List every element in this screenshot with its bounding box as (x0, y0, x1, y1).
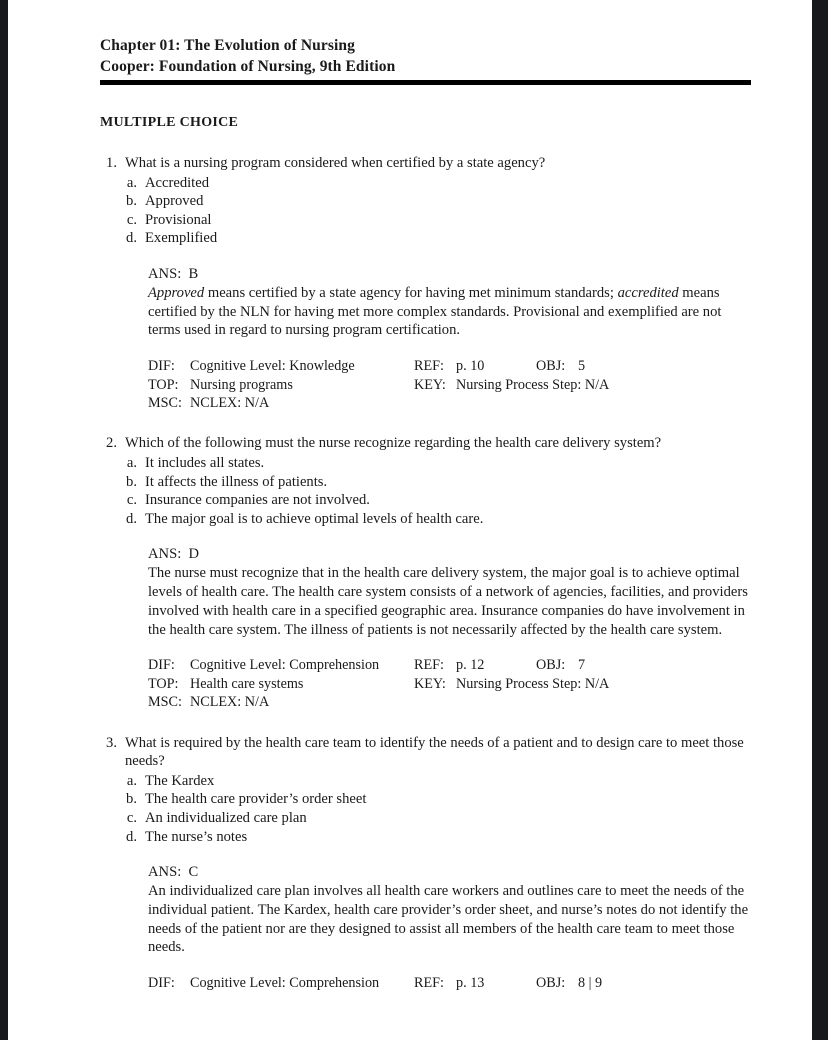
metadata-ref (414, 974, 536, 992)
answer-option[interactable] (100, 473, 760, 492)
answer-block (148, 863, 750, 957)
question-block (100, 734, 760, 993)
rationale-text: Approved means certified by a state agency for having met minimum standards; accredited means certified by the NLN for having met more complex standards. Provisional and exemplified are not terms used in regard to nursing program certification. (148, 284, 722, 339)
answer-option[interactable] (100, 211, 760, 230)
metadata-msc-value: NCLEX: N/A (190, 694, 270, 711)
answer-option[interactable] (100, 229, 760, 248)
question-stem (100, 154, 760, 173)
option-letter: b. (126, 791, 137, 808)
option-letter: d. (126, 828, 137, 845)
option-letter: a. (126, 772, 137, 789)
option-letter: a. (126, 174, 137, 191)
answer-option[interactable] (100, 790, 760, 809)
metadata-ref-value: p. 13 (456, 975, 485, 992)
answer-option[interactable] (100, 772, 760, 791)
metadata-row (148, 693, 760, 711)
option-text: Exemplified (145, 230, 218, 247)
question-number: 3. (106, 734, 117, 751)
option-letter: c. (126, 211, 137, 228)
questions-list (100, 154, 760, 993)
answer-option[interactable] (100, 491, 760, 510)
answer-label: ANS: C (148, 864, 199, 881)
answer-option[interactable] (100, 809, 760, 828)
question-text: Which of the following must the nurse recognize regarding the health care delivery system? (125, 435, 662, 452)
option-text: It includes all states. (145, 454, 265, 471)
question-metadata (148, 974, 760, 992)
header-divider-rule (100, 80, 751, 85)
metadata-top (148, 376, 414, 394)
question-text: What is required by the health care team to identify the needs of a patient and to design care to meet those needs? (125, 734, 744, 770)
document-content (100, 36, 760, 993)
left-page-edge-band (0, 0, 8, 1040)
metadata-ref (414, 656, 536, 674)
answer-option[interactable] (100, 454, 760, 473)
metadata-dif (148, 656, 414, 674)
metadata-obj (536, 974, 602, 992)
answer-option[interactable] (100, 192, 760, 211)
option-letter: a. (126, 454, 137, 471)
metadata-top-key: TOP: (148, 376, 179, 393)
option-text: Insurance companies are not involved. (145, 492, 370, 509)
answer-block (148, 545, 750, 639)
metadata-key (414, 675, 609, 693)
option-text: The major goal is to achieve optimal levels of health care. (145, 510, 484, 527)
metadata-obj (536, 656, 585, 674)
answer-option[interactable] (100, 828, 760, 847)
question-block (100, 434, 760, 711)
option-text: The Kardex (145, 772, 215, 789)
metadata-obj-key: OBJ: (536, 657, 566, 674)
metadata-dif (148, 974, 414, 992)
metadata-dif (148, 357, 414, 375)
metadata-ref (414, 357, 536, 375)
answer-options (100, 772, 760, 846)
metadata-top (148, 675, 414, 693)
metadata-msc (148, 693, 269, 711)
right-page-edge-band (812, 0, 828, 1040)
metadata-dif-value: Cognitive Level: Comprehension (190, 975, 380, 992)
metadata-top-value: Health care systems (190, 675, 304, 692)
question-number: 1. (106, 155, 117, 171)
question-stem (100, 434, 760, 453)
answer-options (100, 174, 760, 248)
metadata-key-key: KEY: (414, 376, 446, 393)
document-page (8, 0, 812, 1040)
question-metadata (148, 357, 760, 412)
metadata-msc-value: NCLEX: N/A (190, 394, 270, 411)
question-stem (100, 734, 760, 771)
metadata-ref-value: p. 12 (456, 657, 485, 674)
metadata-top-value: Nursing programs (190, 376, 293, 393)
option-text: The health care provider’s order sheet (145, 791, 367, 808)
option-text: It affects the illness of patients. (145, 473, 328, 490)
question-text: What is a nursing program considered when certified by a state agency? (125, 155, 546, 171)
metadata-obj-value: 5 (578, 358, 586, 375)
rationale-text: The nurse must recognize that in the health care delivery system, the major goal is to achieve optimal levels of health care. The health care system consists of a network of agencies, facilities, and providers involved with health care in a specified geographic area. Insurance companies do have involvement in the health care system. The illness of patients is not necessarily affected by the health care system. (148, 565, 748, 638)
metadata-dif-key: DIF: (148, 358, 175, 375)
metadata-row (148, 675, 760, 693)
metadata-key-key: KEY: (414, 675, 446, 692)
answer-option[interactable] (100, 174, 760, 193)
option-text: Accredited (145, 174, 210, 191)
option-letter: d. (126, 510, 137, 527)
answer-label: ANS: D (148, 546, 200, 563)
metadata-ref-key: REF: (414, 657, 444, 674)
metadata-obj (536, 357, 585, 375)
option-letter: b. (126, 193, 137, 210)
metadata-ref-value: p. 10 (456, 358, 485, 375)
option-text: Provisional (145, 211, 212, 228)
metadata-top-key: TOP: (148, 675, 179, 692)
option-text: The nurse’s notes (145, 828, 248, 845)
answer-options (100, 454, 760, 528)
metadata-row (148, 357, 760, 375)
question-block (100, 154, 760, 412)
option-letter: d. (126, 230, 137, 247)
option-letter: c. (126, 492, 137, 509)
answer-label: ANS: B (148, 265, 199, 282)
metadata-dif-key: DIF: (148, 657, 175, 674)
metadata-obj-value: 8 | 9 (578, 975, 603, 992)
metadata-ref-key: REF: (414, 975, 444, 992)
metadata-dif-value: Cognitive Level: Knowledge (190, 358, 355, 375)
header-chapter-title: Chapter 01: The Evolution of Nursing (100, 37, 355, 54)
answer-block (148, 265, 750, 340)
metadata-row (148, 394, 760, 412)
metadata-key (414, 376, 609, 394)
document-header (100, 36, 760, 77)
section-heading-multiple-choice: MULTIPLE CHOICE (100, 115, 239, 130)
metadata-row (148, 376, 760, 394)
question-number: 2. (106, 435, 117, 452)
metadata-key-value: Nursing Process Step: N/A (456, 675, 610, 692)
option-text: Approved (145, 193, 204, 210)
answer-option[interactable] (100, 510, 760, 529)
metadata-obj-key: OBJ: (536, 975, 566, 992)
metadata-msc-key: MSC: (148, 694, 182, 711)
metadata-dif-value: Cognitive Level: Comprehension (190, 657, 380, 674)
metadata-row (148, 974, 760, 992)
metadata-row (148, 656, 760, 674)
metadata-key-value: Nursing Process Step: N/A (456, 376, 610, 393)
rationale-text: An individualized care plan involves all health care workers and outlines care to meet the needs of the individual patient. The Kardex, health care provider’s order sheet, and nurse’s notes do not identify the needs of the patient nor are they designed to assist all members of the health care team to meet those needs. (148, 882, 749, 956)
metadata-dif-key: DIF: (148, 975, 175, 992)
metadata-ref-key: REF: (414, 358, 444, 375)
metadata-obj-key: OBJ: (536, 358, 566, 375)
metadata-msc-key: MSC: (148, 394, 182, 411)
option-letter: b. (126, 473, 137, 490)
option-letter: c. (126, 809, 137, 826)
question-metadata (148, 656, 760, 711)
header-book-title: Cooper: Foundation of Nursing, 9th Edition (100, 57, 396, 75)
metadata-msc (148, 394, 269, 412)
option-text: An individualized care plan (145, 809, 307, 826)
metadata-obj-value: 7 (578, 657, 586, 674)
